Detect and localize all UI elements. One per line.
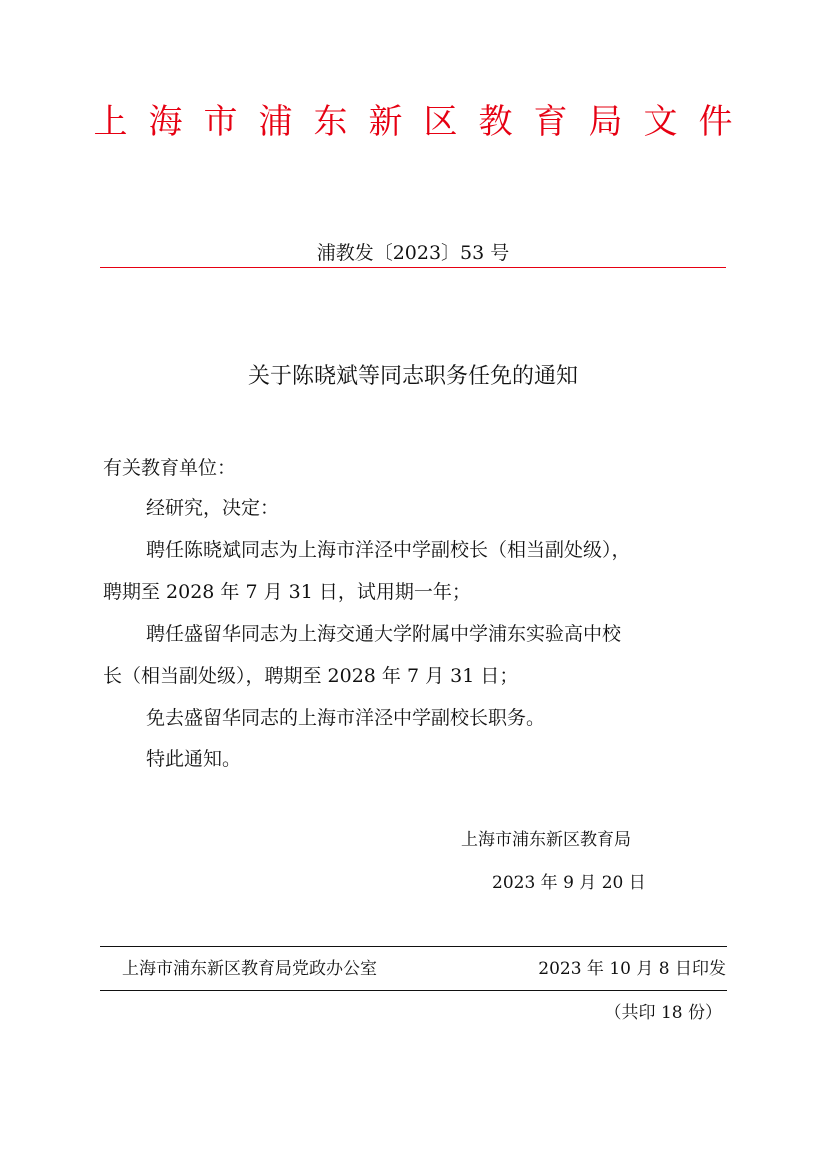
document-header-title: 上海市浦东新区教育局文件 bbox=[93, 102, 754, 142]
footer-issuer: 上海市浦东新区教育局党政办公室 bbox=[122, 959, 377, 979]
footer-bottom-rule bbox=[100, 990, 727, 991]
appointment-2-line-1: 聘任盛留华同志为上海交通大学附属中学浦东实验高中校 bbox=[146, 623, 622, 645]
document-subject: 关于陈晓斌等同志职务任免的通知 bbox=[247, 364, 578, 389]
appointment-1-line-1: 聘任陈晓斌同志为上海市洋泾中学副校长（相当副处级）， bbox=[146, 539, 631, 561]
appointment-2-line-2: 长（相当副处级），聘期至 2028 年 7 月 31 日； bbox=[103, 665, 519, 687]
appointment-1-line-2: 聘期至 2028 年 7 月 31 日，试用期一年； bbox=[103, 581, 471, 603]
intro-line: 经研究，决定： bbox=[146, 497, 280, 519]
signature-date: 2023 年 9 月 20 日 bbox=[492, 873, 646, 893]
footer-print-date: 2023 年 10 月 8 日印发 bbox=[538, 959, 726, 979]
signature-org: 上海市浦东新区教育局 bbox=[461, 830, 631, 850]
closing-line: 特此通知。 bbox=[146, 748, 242, 770]
salutation: 有关教育单位： bbox=[103, 457, 237, 479]
footer-copies: （共印 18 份） bbox=[604, 1003, 722, 1023]
footer-top-rule bbox=[100, 946, 727, 947]
removal-line: 免去盛留华同志的上海市洋泾中学副校长职务。 bbox=[146, 707, 546, 729]
header-divider bbox=[100, 267, 726, 268]
document-number: 浦教发〔2023〕53 号 bbox=[316, 242, 510, 264]
